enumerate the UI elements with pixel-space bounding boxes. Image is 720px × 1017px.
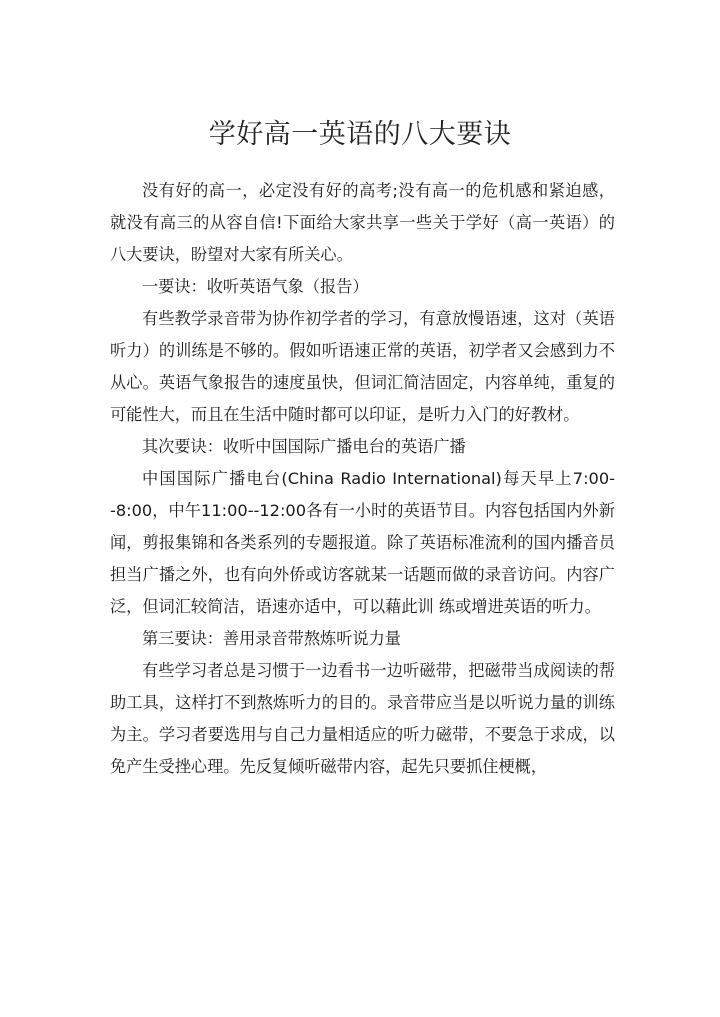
section-heading-2: 其次要诀：收听中国国际广播电台的英语广播 bbox=[142, 437, 466, 456]
section-heading-3: 第三要诀：善用录音带熬炼听说力量 bbox=[142, 629, 401, 648]
section-paragraph-2: 中国国际广播电台(China Radio International)每天早上7:00--8:00，中午11:00--12:00各有一小时的英语节目。内容包括国内外新闻，剪报集锦和各类系列的专题报道。除了英语标准流利的国内播音员担当广播之外，也有向外侨或访客就某一话题而做的录音访问。内容广泛，但词汇较简洁，语速亦适中，可以藉此训 练或增进英语的听力。 bbox=[110, 469, 615, 616]
section-heading-1: 一要诀：收听英语气象（报告） bbox=[142, 277, 369, 296]
document-body bbox=[110, 175, 615, 783]
intro-paragraph: 没有好的高一，必定没有好的高考;没有高一的危机感和紧迫感，就没有高三的从容自信!下面给大家共享一些关于学好（高一英语）的八大要诀，盼望对大家有所关心。 bbox=[110, 181, 615, 264]
section-paragraph-1: 有些教学录音带为协作初学者的学习，有意放慢语速，这对（英语听力）的训练是不够的。假如听语速正常的英语，初学者又会感到力不从心。英语气象报告的速度虽快，但词汇简洁固定，内容单纯，重复的可能性大，而且在生活中随时都可以印证，是听力入门的好教材。 bbox=[110, 309, 615, 424]
document-title: 学好高一英语的八大要诀 bbox=[208, 119, 512, 150]
section-paragraph-3: 有些学习者总是习惯于一边看书一边听磁带，把磁带当成阅读的帮助工具，这样打不到熬炼听力的目的。录音带应当是以听说力量的训练为主。学习者要选用与自己力量相适应的听力磁带，不要急于求成，以免产生受挫心理。先反复倾听磁带内容，起先只要抓住梗概， bbox=[110, 661, 615, 776]
